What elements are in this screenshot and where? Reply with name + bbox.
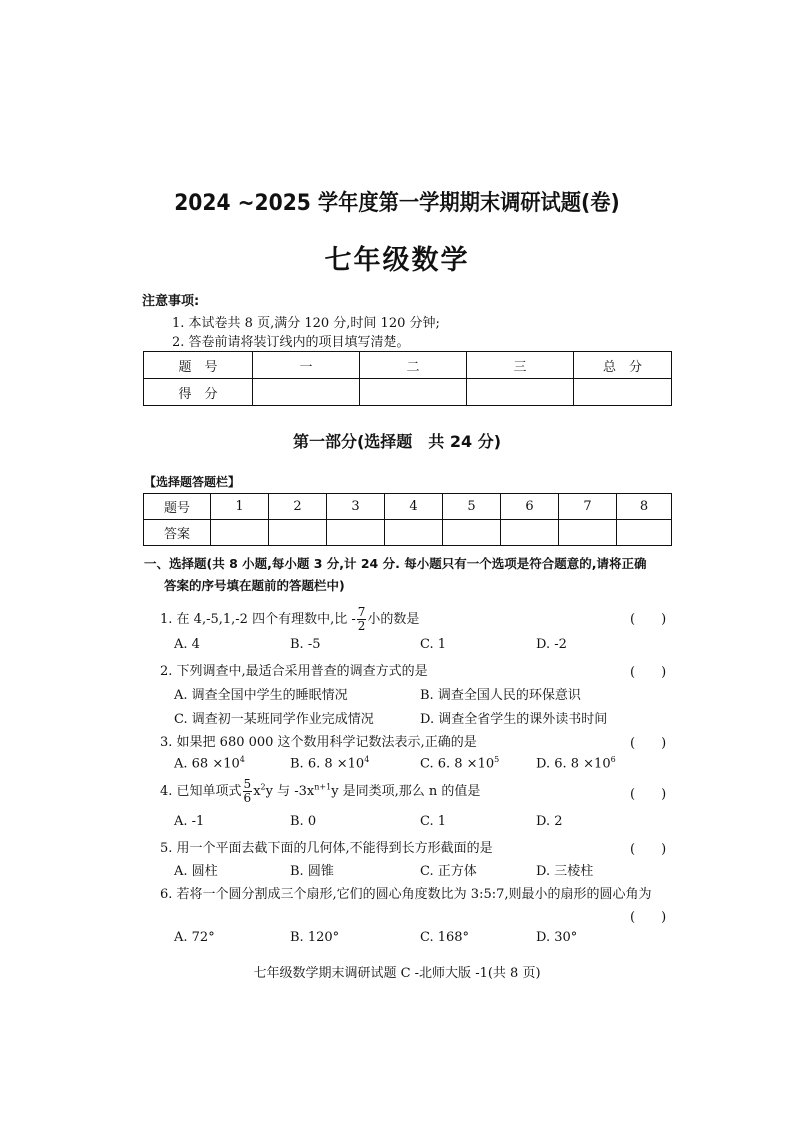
option-d: D. 2 (536, 814, 563, 829)
table-row (144, 352, 672, 379)
exam-title: 2024 ~2025 学年度第一学期期末调研试题(卷) (174, 191, 620, 216)
answer-table (143, 493, 672, 546)
option-a: A. 72° (174, 930, 215, 945)
table-cell: 二 (360, 352, 467, 379)
table-cell: 答案 (144, 520, 211, 546)
question-1-stem (160, 606, 419, 633)
option-b: B. -5 (290, 637, 321, 652)
stem-text: x (253, 784, 261, 799)
answer-entry-cell[interactable] (269, 520, 327, 546)
table-row (144, 520, 672, 546)
option-c: C. 调查初一某班同学作业完成情况 (174, 712, 374, 727)
question-2-stem: 2. 下列调查中,最适合采用普查的调查方式的是 (160, 664, 428, 679)
note-item: 1. 本试卷共 8 页,满分 120 分,时间 120 分钟; (172, 316, 440, 331)
answer-table-heading: 【选择题答题栏】 (144, 475, 241, 489)
answer-parenthesis[interactable]: ( ) (630, 787, 667, 802)
option-a: A. 调查全国中学生的睡眠情况 (174, 688, 348, 703)
stem-text: y 与 -3x (265, 784, 315, 799)
option-c: C. 正方体 (420, 864, 477, 879)
table-row (144, 494, 672, 520)
table-cell: 总 分 (574, 352, 672, 379)
option-text: B. 6. 8 ×10 (290, 756, 365, 772)
option-text: D. 6. 8 ×10 (536, 756, 611, 772)
exponent: 5 (494, 755, 500, 764)
answer-parenthesis[interactable]: ( ) (630, 736, 667, 751)
answer-entry-cell[interactable] (559, 520, 617, 546)
table-cell: 一 (253, 352, 360, 379)
note-item: 2. 答卷前请将装订线内的项目填写清楚。 (172, 335, 410, 350)
answer-parenthesis[interactable]: ( ) (630, 842, 667, 857)
score-entry-cell[interactable] (253, 379, 360, 406)
exponent: n+1 (314, 782, 332, 792)
answer-parenthesis[interactable]: ( ) (630, 910, 667, 925)
option-a: A. -1 (174, 814, 205, 829)
stem-text: 4. 已知单项式 (160, 784, 242, 799)
option-b (290, 755, 369, 771)
score-entry-cell[interactable] (467, 379, 574, 406)
option-d: D. 三棱柱 (536, 864, 594, 879)
exponent: 2 (260, 782, 266, 792)
notes-heading: 注意事项: (142, 294, 200, 309)
table-cell: 题号 (144, 494, 211, 520)
answer-entry-cell[interactable] (617, 520, 672, 546)
answer-entry-cell[interactable] (327, 520, 385, 546)
answer-entry-cell[interactable] (385, 520, 443, 546)
exponent: 4 (364, 755, 370, 764)
option-d (536, 755, 616, 771)
answer-entry-cell[interactable] (443, 520, 501, 546)
option-text: A. 68 ×10 (174, 756, 240, 772)
section-instructions-cont: 答案的序号填在题前的答题栏中) (164, 578, 345, 593)
part-title: 第一部分(选择题 共 24 分) (292, 432, 502, 451)
question-6-stem: 6. 若将一个圆分割成三个扇形,它们的圆心角度数比为 3:5:7,则最小的扇形的圆心角为 (160, 887, 652, 902)
table-cell: 4 (385, 494, 443, 520)
table-cell: 8 (617, 494, 672, 520)
exponent: 4 (239, 755, 245, 764)
subject-title: 七年级数学 (324, 245, 470, 276)
question-4-stem (160, 778, 480, 805)
option-a: A. 4 (174, 637, 200, 652)
option-c: C. 1 (420, 637, 447, 652)
table-cell: 7 (559, 494, 617, 520)
option-d: D. 30° (536, 930, 578, 945)
answer-entry-cell[interactable] (211, 520, 269, 546)
option-text: C. 6. 8 ×10 (420, 756, 495, 772)
option-a: A. 圆柱 (174, 864, 218, 879)
answer-parenthesis[interactable]: ( ) (630, 665, 667, 680)
fraction-denominator: 2 (357, 619, 366, 633)
fraction-numerator: 5 (243, 777, 252, 791)
page-footer: 七年级数学期末调研试题 C -北师大版 -1(共 8 页) (253, 966, 541, 981)
table-cell: 6 (501, 494, 559, 520)
stem-text: 1. 在 4,-5,1,-2 四个有理数中,比 - (160, 612, 356, 627)
table-cell: 1 (211, 494, 269, 520)
option-a (174, 755, 245, 771)
table-row (144, 379, 672, 406)
option-b: B. 0 (290, 814, 317, 829)
table-cell: 2 (269, 494, 327, 520)
table-cell: 三 (467, 352, 574, 379)
option-b: B. 120° (290, 930, 340, 945)
question-3-stem: 3. 如果把 680 000 这个数用科学记数法表示,正确的是 (160, 735, 477, 750)
table-cell: 3 (327, 494, 385, 520)
score-entry-cell[interactable] (360, 379, 467, 406)
answer-entry-cell[interactable] (501, 520, 559, 546)
score-entry-cell[interactable] (574, 379, 672, 406)
table-cell: 5 (443, 494, 501, 520)
score-table (143, 351, 672, 406)
option-b: B. 圆锥 (290, 864, 334, 879)
answer-parenthesis[interactable]: ( ) (630, 612, 667, 627)
stem-text: y 是同类项,那么 n 的值是 (331, 784, 481, 799)
exponent: 6 (610, 755, 616, 764)
question-5-stem: 5. 用一个平面去截下面的几何体,不能得到长方形截面的是 (160, 841, 493, 856)
fraction-denominator: 6 (243, 791, 252, 805)
table-cell: 得 分 (144, 379, 253, 406)
option-c (420, 755, 499, 771)
fraction-numerator: 7 (357, 605, 366, 619)
stem-text: 小的数是 (367, 612, 420, 627)
section-instructions: 一、选择题(共 8 小题,每小题 3 分,计 24 分. 每小题只有一个选项是符合题意的,请将正确 (144, 556, 647, 571)
fraction (357, 606, 367, 633)
table-cell: 题 号 (144, 352, 253, 379)
option-b: B. 调查全国人民的环保意识 (420, 688, 581, 703)
option-c: C. 168° (420, 930, 470, 945)
option-c: C. 1 (420, 814, 447, 829)
fraction (243, 778, 253, 805)
option-d: D. -2 (536, 637, 567, 652)
option-d: D. 调查全省学生的课外读书时间 (420, 712, 608, 727)
